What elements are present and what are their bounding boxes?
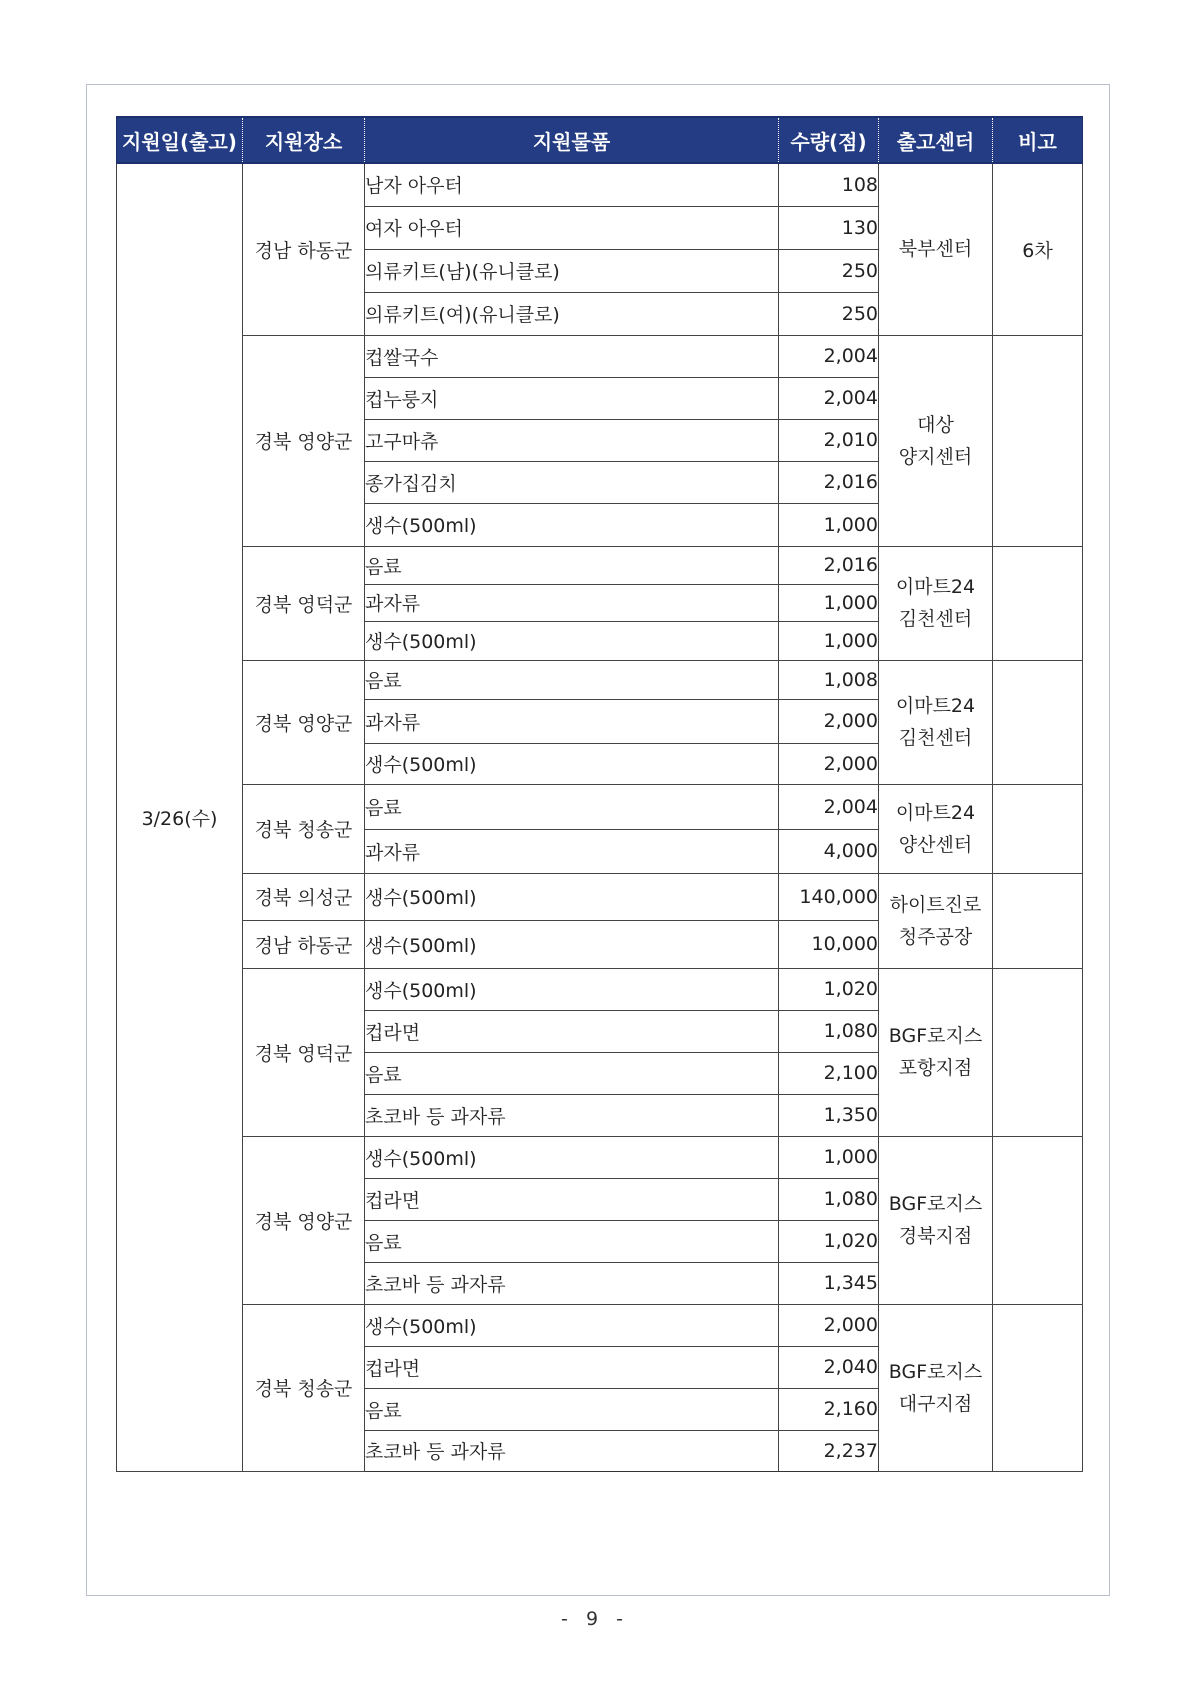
cell-place: 경북 영양군 <box>243 1136 365 1304</box>
center-line: 경북지점 <box>898 1225 973 1247</box>
center-line: 하이트진로 <box>889 893 982 916</box>
table-row <box>117 873 1083 920</box>
cell-qty: 140,000 <box>779 873 879 920</box>
cell-note <box>993 968 1083 1136</box>
cell-qty: 130 <box>779 206 879 249</box>
cell-qty: 2,016 <box>779 546 879 584</box>
cell-qty: 2,160 <box>779 1388 879 1430</box>
cell-item: 초코바 등 과자류 <box>365 1262 779 1304</box>
header-center: 출고센터 <box>879 117 993 163</box>
cell-qty: 250 <box>779 249 879 292</box>
cell-note <box>993 1304 1083 1471</box>
cell-qty: 1,020 <box>779 1220 879 1262</box>
cell-qty: 4,000 <box>779 829 879 873</box>
table-row <box>117 1136 1083 1178</box>
cell-qty: 2,237 <box>779 1430 879 1471</box>
center-line: 이마트24 <box>895 576 976 598</box>
cell-qty: 2,016 <box>779 461 879 503</box>
table-row <box>117 968 1083 1010</box>
cell-item: 컵라면 <box>365 1178 779 1220</box>
cell-item: 과자류 <box>365 584 779 621</box>
cell-item: 의류키트(여)(유니클로) <box>365 292 779 335</box>
cell-center <box>879 163 993 335</box>
cell-center <box>879 546 993 660</box>
cell-qty: 2,000 <box>779 743 879 784</box>
cell-item: 남자 아우터 <box>365 163 779 206</box>
table-row <box>117 784 1083 829</box>
cell-note <box>993 1136 1083 1304</box>
header-qty: 수량(점) <box>779 117 879 163</box>
page-number: - 9 - <box>561 1608 629 1630</box>
cell-qty: 1,008 <box>779 660 879 699</box>
cell-qty: 1,000 <box>779 503 879 546</box>
cell-qty: 2,040 <box>779 1346 879 1388</box>
center-line: 양지센터 <box>898 445 973 468</box>
cell-note <box>993 335 1083 546</box>
cell-note <box>993 660 1083 784</box>
cell-qty: 250 <box>779 292 879 335</box>
header-place: 지원장소 <box>243 117 365 163</box>
center-line: 이마트24 <box>895 695 976 717</box>
header-note: 비고 <box>993 117 1083 163</box>
cell-item: 생수(500ml) <box>365 873 779 920</box>
cell-place: 경북 의성군 <box>243 873 365 920</box>
cell-qty: 2,010 <box>779 419 879 461</box>
table-body <box>117 163 1083 1471</box>
cell-qty: 1,020 <box>779 968 879 1010</box>
table-row <box>117 546 1083 584</box>
cell-item: 음료 <box>365 1388 779 1430</box>
table-row <box>117 660 1083 699</box>
center-line: 양산센터 <box>898 833 973 856</box>
cell-qty: 2,004 <box>779 335 879 377</box>
cell-qty: 1,350 <box>779 1094 879 1136</box>
cell-center <box>879 784 993 873</box>
cell-item: 여자 아우터 <box>365 206 779 249</box>
cell-item: 과자류 <box>365 829 779 873</box>
center-line: 북부센터 <box>898 238 973 261</box>
cell-item: 생수(500ml) <box>365 503 779 546</box>
cell-item: 생수(500ml) <box>365 920 779 968</box>
cell-qty: 1,080 <box>779 1010 879 1052</box>
cell-item: 컵라면 <box>365 1346 779 1388</box>
cell-item: 의류키트(남)(유니클로) <box>365 249 779 292</box>
table-header-row <box>117 117 1083 163</box>
center-line: BGF로지스 <box>888 1025 983 1047</box>
cell-item: 생수(500ml) <box>365 743 779 784</box>
center-line: 대구지점 <box>898 1392 973 1415</box>
cell-qty: 10,000 <box>779 920 879 968</box>
cell-place: 경북 영덕군 <box>243 546 365 660</box>
cell-item: 생수(500ml) <box>365 968 779 1010</box>
center-line: 이마트24 <box>895 801 976 824</box>
cell-center <box>879 660 993 784</box>
cell-qty: 2,004 <box>779 377 879 419</box>
cell-note: 6차 <box>993 163 1083 335</box>
cell-qty: 2,000 <box>779 699 879 743</box>
cell-qty: 1,345 <box>779 1262 879 1304</box>
cell-item: 음료 <box>365 1220 779 1262</box>
cell-item: 컵라면 <box>365 1010 779 1052</box>
header-date: 지원일(출고) <box>117 117 243 163</box>
cell-item: 생수(500ml) <box>365 1304 779 1346</box>
cell-note <box>993 873 1083 968</box>
cell-item: 컵누룽지 <box>365 377 779 419</box>
cell-qty: 108 <box>779 163 879 206</box>
cell-center <box>879 873 993 968</box>
cell-place: 경북 영덕군 <box>243 968 365 1136</box>
cell-qty: 1,000 <box>779 1136 879 1178</box>
cell-item: 컵쌀국수 <box>365 335 779 377</box>
cell-center <box>879 1304 993 1471</box>
center-line: 청주공장 <box>898 925 973 948</box>
cell-center <box>879 1136 993 1304</box>
table-row <box>117 1304 1083 1346</box>
cell-place: 경북 영양군 <box>243 660 365 784</box>
cell-qty: 2,004 <box>779 784 879 829</box>
cell-place: 경북 청송군 <box>243 1304 365 1471</box>
table-row <box>117 335 1083 377</box>
cell-place: 경남 하동군 <box>243 920 365 968</box>
header-item: 지원물품 <box>365 117 779 163</box>
cell-qty: 1,080 <box>779 1178 879 1220</box>
cell-item: 초코바 등 과자류 <box>365 1430 779 1471</box>
cell-place: 경남 하동군 <box>243 163 365 335</box>
cell-note <box>993 784 1083 873</box>
cell-qty: 2,100 <box>779 1052 879 1094</box>
cell-date: 3/26(수) <box>117 163 243 1471</box>
cell-item: 고구마츄 <box>365 419 779 461</box>
cell-center <box>879 335 993 546</box>
cell-center <box>879 968 993 1136</box>
center-line: 김천센터 <box>898 608 973 630</box>
center-line: 대상 <box>917 413 954 436</box>
cell-place: 경북 영양군 <box>243 335 365 546</box>
relief-supply-table <box>116 116 1083 1472</box>
cell-item: 생수(500ml) <box>365 1136 779 1178</box>
cell-place: 경북 청송군 <box>243 784 365 873</box>
cell-item: 음료 <box>365 660 779 699</box>
center-line: BGF로지스 <box>888 1360 983 1383</box>
cell-item: 음료 <box>365 546 779 584</box>
center-line: BGF로지스 <box>888 1193 983 1215</box>
cell-qty: 1,000 <box>779 621 879 660</box>
cell-item: 초코바 등 과자류 <box>365 1094 779 1136</box>
cell-qty: 1,000 <box>779 584 879 621</box>
cell-item: 과자류 <box>365 699 779 743</box>
cell-qty: 2,000 <box>779 1304 879 1346</box>
center-line: 김천센터 <box>898 727 973 749</box>
table-row <box>117 163 1083 206</box>
cell-note <box>993 546 1083 660</box>
cell-item: 음료 <box>365 1052 779 1094</box>
cell-item: 음료 <box>365 784 779 829</box>
center-line: 포항지점 <box>898 1057 973 1079</box>
cell-item: 생수(500ml) <box>365 621 779 660</box>
cell-item: 종가집김치 <box>365 461 779 503</box>
